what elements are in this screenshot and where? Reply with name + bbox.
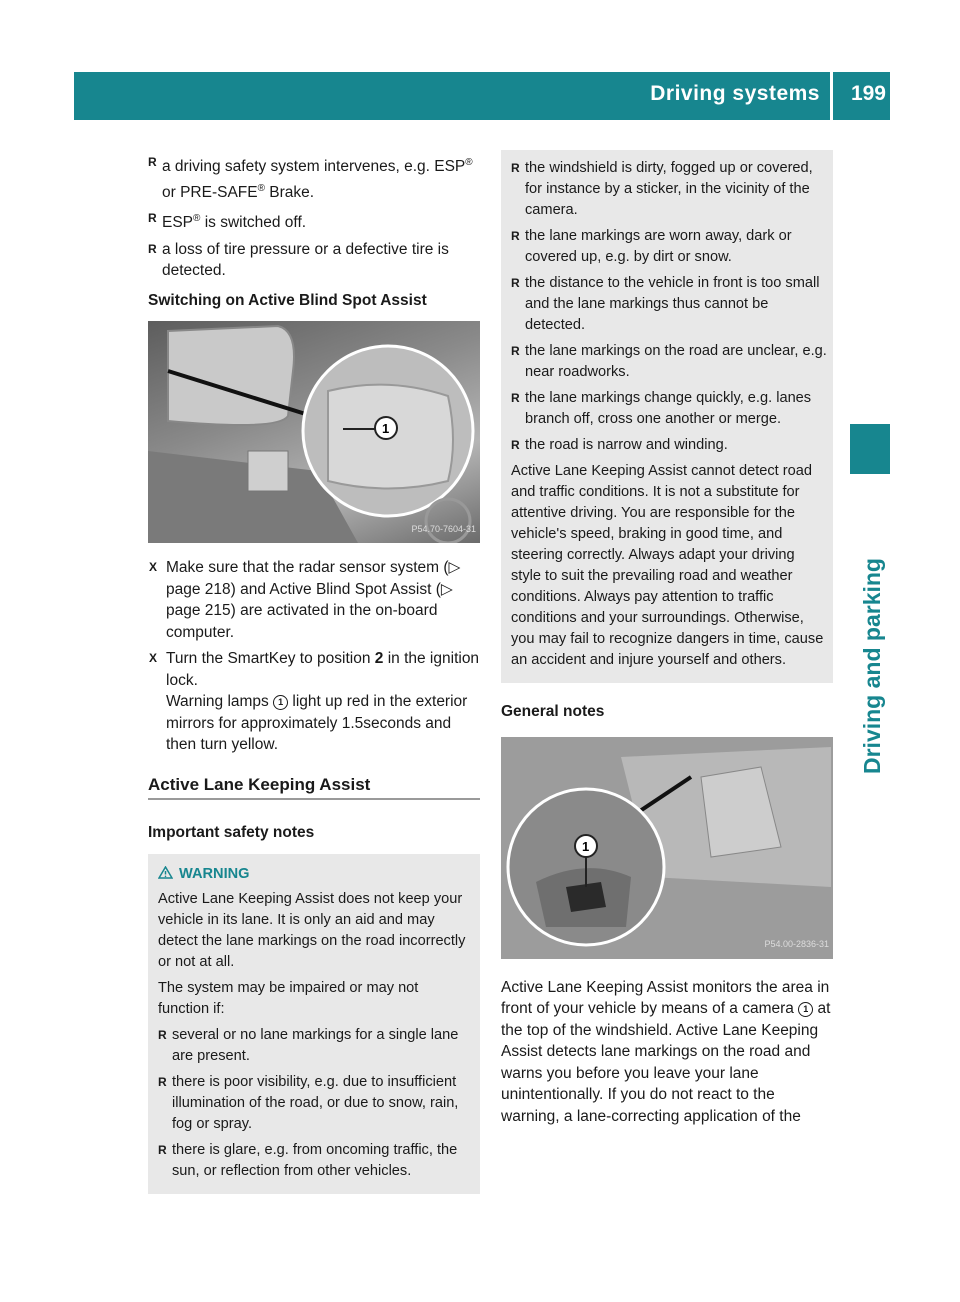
list-item: R the lane markings on the road are unclear, e.g. near roadworks. [511, 341, 827, 383]
section-title-header: Driving systems [650, 82, 820, 105]
list-item: R the windshield is dirty, fogged up or covered, for instance by a sticker, in the vicinity of the camera. [511, 158, 827, 221]
body-paragraph: Active Lane Keeping Assist monitors the area in front of your vehicle by means of a camera 1 at the top of the windshield. Active Lane Keeping Assist detects lane markings on the road and warns you before you leave your lane unintentionally. If you do not react to the warning, a lane-correcting application of the [501, 978, 831, 1125]
warning-triangle-icon [158, 866, 173, 879]
warning-paragraph: Active Lane Keeping Assist does not keep your vehicle in its lane. It is only an aid and may detect the lane markings on the road incorrectly or not at all. [158, 890, 466, 970]
svg-text:1: 1 [582, 838, 590, 854]
subheading-general-notes: General notes [501, 703, 605, 720]
svg-text:1: 1 [382, 421, 390, 436]
image-code: P54.00-2836-31 [764, 939, 829, 949]
header-divider [830, 72, 833, 120]
subheading-switching-on: Switching on Active Blind Spot Assist [148, 291, 427, 309]
chapter-tab [850, 424, 890, 474]
list-item: R there is poor visibility, e.g. due to insufficient illumination of the road, or due to snow, rain, fog or spray. [158, 1072, 472, 1135]
page-number: 199 [850, 82, 886, 105]
instruction-step: X Make sure that the radar sensor system (▷ page 218) and Active Blind Spot Assist (▷ page 215) are activated in the on-board computer. [148, 557, 480, 643]
windshield-illustration [501, 737, 833, 959]
warning-title: WARNING [158, 864, 472, 885]
warning-paragraph: Active Lane Keeping Assist cannot detect road and traffic conditions. It is not a substitute for attentive driving. You are responsible for the vehicle's speed, braking in good time, and steering correctly. Always adapt your driving style to suit the prevailing road and weather conditions. Always pay attention to traffic conditions and your surroundings. Otherwise, you may fail to recognize dangers in time, cause an accident and injure yourself and others. [511, 463, 824, 668]
list-item: R the distance to the vehicle in front is too small and the lane markings thus cannot be detected. [511, 273, 827, 336]
image-code: P54.70-7604-31 [411, 523, 476, 534]
list-item: R there is glare, e.g. from oncoming traffic, the sun, or reflection from other vehicles. [158, 1140, 472, 1182]
warning-box-continued [501, 150, 833, 683]
chapter-label [853, 488, 889, 778]
section-heading: Active Lane Keeping Assist [148, 774, 480, 801]
mirror-photo [148, 321, 480, 543]
list-item: R the road is narrow and winding. [511, 435, 827, 456]
list-item: R a loss of tire pressure or a defective tire is detected. [148, 239, 480, 282]
chapter-label-text: Driving and parking [859, 558, 885, 774]
warning-paragraph: The system may be impaired or may not function if: [158, 979, 419, 1017]
mirror-illustration [148, 321, 480, 543]
windshield-photo [501, 737, 833, 959]
warning-box [148, 854, 480, 1194]
list-item: R a driving safety system intervenes, e.g. ESP® or PRE-SAFE® Brake. [148, 152, 480, 203]
left-column [148, 152, 480, 1194]
list-item: R the lane markings are worn away, dark or covered up, e.g. by dirt or snow. [511, 226, 827, 268]
instruction-step: X Turn the SmartKey to position 2 in the ignition lock. Warning lamps 1 light up red in the exterior mirrors for approximately 1.5seconds and then turn yellow. [148, 648, 480, 756]
callout-1-icon: 1 [798, 1002, 813, 1017]
page-header [74, 72, 890, 120]
right-column [501, 152, 833, 1132]
list-item: R several or no lane markings for a single lane are present. [158, 1025, 472, 1067]
callout-1-icon: 1 [273, 695, 288, 710]
list-item: R ESP® is switched off. [148, 208, 480, 234]
list-item: R the lane markings change quickly, e.g. lanes branch off, cross one another or merge. [511, 388, 827, 430]
subheading-safety: Important safety notes [148, 824, 315, 841]
